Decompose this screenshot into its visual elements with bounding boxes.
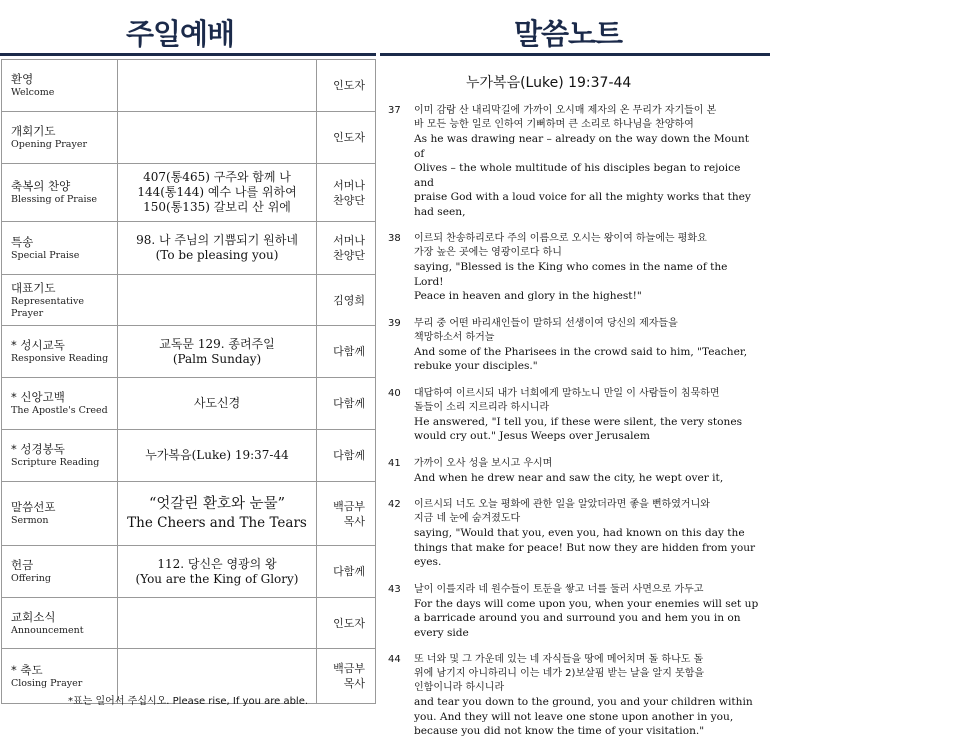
order-item-english: Scripture Reading bbox=[11, 457, 100, 468]
order-row bbox=[2, 378, 376, 430]
verse-korean-line: 위에 남기지 아니하리니 이는 네가 2)보살핌 받는 날을 알지 못함을 bbox=[414, 668, 705, 679]
verse bbox=[388, 457, 760, 486]
verse-number: 39 bbox=[388, 317, 401, 329]
right-title-rule bbox=[380, 53, 770, 56]
verse-number: 44 bbox=[388, 654, 401, 665]
verse-korean-line: 책망하소서 하거늘 bbox=[414, 331, 495, 343]
order-item-english: Opening Prayer bbox=[11, 139, 87, 150]
leader-line: 서머나 bbox=[333, 234, 365, 247]
order-row bbox=[2, 326, 376, 378]
order-item-detail bbox=[117, 222, 317, 275]
order-item-name bbox=[2, 482, 118, 546]
verse-english-line: Olives – the whole multitude of his disciples began to rejoice and bbox=[414, 162, 741, 189]
verse-english-line: For the days will come upon you, when your enemies will set up bbox=[414, 597, 759, 610]
order-item-korean: 환영 bbox=[11, 72, 34, 86]
verse bbox=[388, 583, 760, 641]
order-item-detail bbox=[117, 598, 317, 649]
detail-line: 150(통135) 갈보리 산 위에 bbox=[143, 200, 291, 214]
verse-korean-line: 바 모든 능한 일로 인하여 기뻐하며 큰 소리로 하나님을 찬양하여 bbox=[414, 119, 694, 130]
worship-order-table bbox=[1, 59, 376, 704]
leader-line: 인도자 bbox=[333, 131, 365, 144]
order-item-name bbox=[2, 546, 118, 598]
order-item-name bbox=[2, 164, 118, 222]
order-item-leader bbox=[317, 60, 376, 112]
leader-line: 찬양단 bbox=[333, 193, 365, 207]
verse-number: 43 bbox=[388, 583, 401, 595]
order-item-korean: 개회기도 bbox=[11, 124, 56, 138]
order-row bbox=[2, 482, 376, 546]
verse-body bbox=[414, 653, 760, 739]
verse bbox=[388, 232, 760, 304]
detail-line: 사도신경 bbox=[193, 396, 241, 410]
verse-korean-line: 가장 높은 곳에는 영광이로다 하니 bbox=[414, 247, 562, 258]
order-row bbox=[2, 430, 376, 482]
verse-number: 38 bbox=[388, 233, 401, 244]
leader-line: 인도자 bbox=[333, 616, 365, 630]
detail-line: (You are the King of Glory) bbox=[135, 571, 299, 586]
leader-line: 백금부 bbox=[333, 662, 365, 675]
verse-english-line: As he was drawing near – already on the way down the Mount of bbox=[414, 133, 749, 160]
verse-number: 40 bbox=[388, 387, 401, 399]
verse-english-line: would cry out." Jesus Weeps over Jerusalem bbox=[414, 430, 650, 442]
detail-line: 144(통144) 예수 나를 위하여 bbox=[137, 185, 297, 199]
order-item-name bbox=[2, 326, 118, 378]
order-item-korean: 대표기도 bbox=[11, 280, 56, 295]
verse-number: 37 bbox=[388, 105, 401, 116]
verse-korean-line: 이르되 찬송하리로다 주의 이름으로 오시는 왕이여 하늘에는 평화요 bbox=[414, 233, 707, 244]
verse-korean-line: 이르시되 너도 오늘 평화에 관한 일을 알았더라면 좋을 뻔하였거니와 bbox=[414, 499, 710, 510]
detail-line: 98. 나 주님의 기쁨되기 원하네 bbox=[136, 233, 298, 247]
order-item-name bbox=[2, 60, 118, 112]
order-item-detail bbox=[117, 378, 317, 430]
order-item-name bbox=[2, 378, 118, 430]
order-item-korean: 헌금 bbox=[11, 558, 34, 572]
order-item-leader bbox=[317, 482, 376, 546]
detail-line: (To be pleasing you) bbox=[155, 248, 279, 262]
order-item-leader bbox=[317, 275, 376, 326]
sermon-notes-title: 말씀노트 bbox=[514, 17, 623, 51]
order-row bbox=[2, 222, 376, 275]
left-title-rule bbox=[0, 53, 376, 56]
order-item-detail bbox=[117, 430, 317, 482]
order-item-korean: * 성경봉독 bbox=[11, 442, 65, 456]
order-item-detail bbox=[117, 326, 317, 378]
order-row bbox=[2, 164, 376, 222]
leader-line: 인도자 bbox=[333, 79, 365, 92]
leader-line: 김영희 bbox=[333, 293, 365, 307]
verse-english-line: things that make for peace! But now they are hidden from your bbox=[414, 541, 756, 554]
order-item-leader bbox=[317, 430, 376, 482]
leader-line: 다함께 bbox=[333, 345, 365, 358]
verse-body bbox=[414, 232, 760, 304]
verse-body bbox=[414, 457, 760, 486]
verse-body bbox=[414, 317, 760, 374]
verse-korean-line: 또 너와 및 그 가운데 있는 네 자식들을 땅에 메어치며 돌 하나도 돌 bbox=[414, 654, 704, 665]
order-row bbox=[2, 598, 376, 649]
order-item-leader bbox=[317, 222, 376, 275]
detail-line: 누가복음(Luke) 19:37-44 bbox=[145, 448, 289, 462]
order-row bbox=[2, 275, 376, 326]
verse-english-line: He answered, "I tell you, if these were silent, the very stones bbox=[414, 415, 743, 428]
order-item-detail bbox=[117, 164, 317, 222]
order-item-detail bbox=[117, 60, 317, 112]
order-item-leader bbox=[317, 546, 376, 598]
order-item-english: Welcome bbox=[11, 87, 55, 98]
leader-line: 백금부 bbox=[333, 499, 365, 513]
verse-korean-line: 가까이 오사 성을 보시고 우시며 bbox=[414, 457, 553, 469]
verse-english-line: saying, "Blessed is the King who comes in the name of the Lord! bbox=[414, 261, 728, 288]
verse-english-line: saying, "Would that you, even you, had known on this day the bbox=[414, 527, 745, 539]
order-item-leader bbox=[317, 378, 376, 430]
verse-english-line: had seen, bbox=[414, 205, 466, 218]
order-item-korean: 축복의 찬양 bbox=[11, 179, 71, 193]
sermon-title-english: The Cheers and The Tears bbox=[127, 515, 307, 531]
verse-number: 41 bbox=[388, 457, 401, 469]
passage-title: 누가복음(Luke) 19:37-44 bbox=[466, 75, 632, 91]
verse bbox=[388, 104, 760, 219]
verse-list bbox=[388, 104, 760, 752]
order-item-detail bbox=[117, 112, 317, 164]
verse-english-line: And some of the Pharisees in the crowd said to him, "Teacher, bbox=[414, 345, 748, 358]
leader-line: 목사 bbox=[343, 514, 365, 528]
order-item-korean: 특송 bbox=[11, 234, 34, 249]
detail-line: 교독문 129. 종려주일 bbox=[159, 336, 275, 351]
verse-number: 42 bbox=[388, 499, 401, 510]
verse-korean-line: 돌들이 소리 지르리라 하시니라 bbox=[414, 401, 550, 413]
order-item-leader bbox=[317, 649, 376, 704]
order-item-leader bbox=[317, 598, 376, 649]
verse-korean-line: 날이 이를지라 네 원수들이 토둔을 쌓고 너를 둘러 사면으로 가두고 bbox=[414, 583, 704, 595]
verse bbox=[388, 653, 760, 739]
verse bbox=[388, 317, 760, 374]
detail-line: 112. 당신은 영광의 왕 bbox=[157, 556, 277, 571]
order-item-english: The Apostle's Creed bbox=[11, 405, 108, 416]
worship-order-title: 주일예배 bbox=[126, 17, 235, 51]
verse-korean-line: 대답하여 이르시되 내가 너희에게 말하노니 만일 이 사람들이 침묵하면 bbox=[414, 387, 720, 399]
order-item-detail bbox=[117, 546, 317, 598]
footnote: *표는 일어서 주십시오. Please rise, If you are able. bbox=[68, 696, 309, 707]
verse-english-line: every side bbox=[414, 626, 469, 639]
order-item-korean: * 축도 bbox=[11, 662, 43, 677]
order-item-leader bbox=[317, 164, 376, 222]
verse-english-line: eyes. bbox=[414, 556, 442, 568]
verse-korean-line: 무리 중 어떤 바리새인들이 말하되 선생이여 당신의 제자들을 bbox=[414, 317, 678, 329]
order-item-korean: 교회소식 bbox=[11, 609, 56, 624]
verse bbox=[388, 498, 760, 570]
verse-korean-line: 지금 네 눈에 숨겨졌도다 bbox=[414, 513, 521, 524]
verse-english-line: because you did not know the time of your visitation." bbox=[414, 725, 705, 737]
verse-body bbox=[414, 387, 760, 444]
verse-body bbox=[414, 498, 760, 570]
order-item-korean: 말씀선포 bbox=[11, 500, 56, 514]
verse-english-line: Peace in heaven and glory in the highest!" bbox=[414, 290, 642, 302]
order-item-leader bbox=[317, 112, 376, 164]
verse-korean-line: 이미 감람 산 내리막길에 가까이 오시매 제자의 온 무리가 자기들이 본 bbox=[414, 105, 717, 116]
leader-line: 다함께 bbox=[333, 565, 365, 578]
order-item-name bbox=[2, 598, 118, 649]
order-item-english: Special Praise bbox=[11, 249, 80, 261]
order-item-english: Representative Prayer bbox=[11, 295, 84, 319]
order-item-english: Closing Prayer bbox=[11, 677, 83, 689]
order-item-english: Announcement bbox=[11, 624, 84, 636]
sermon-title-korean: “엇갈린 환호와 눈물” bbox=[148, 496, 286, 512]
order-item-english: Sermon bbox=[11, 515, 49, 526]
order-item-name bbox=[2, 275, 118, 326]
order-item-name bbox=[2, 112, 118, 164]
order-row bbox=[2, 546, 376, 598]
order-row bbox=[2, 112, 376, 164]
order-item-name bbox=[2, 222, 118, 275]
order-row bbox=[2, 60, 376, 112]
leader-line: 서머나 bbox=[333, 178, 365, 192]
detail-line: (Palm Sunday) bbox=[172, 351, 262, 366]
verse-english-line: And when he drew near and saw the city, he wept over it, bbox=[414, 471, 724, 484]
order-item-name bbox=[2, 430, 118, 482]
leader-line: 목사 bbox=[343, 677, 365, 690]
verse-body bbox=[414, 104, 760, 219]
verse-body bbox=[414, 583, 760, 641]
verse-english-line: you. And they will not leave one stone upon another in you, bbox=[414, 710, 734, 723]
order-item-leader bbox=[317, 326, 376, 378]
verse-korean-line: 인함이니라 하시니라 bbox=[414, 682, 505, 693]
order-item-detail bbox=[117, 275, 317, 326]
verse-english-line: a barricade around you and surround you and hem you in on bbox=[414, 612, 741, 624]
order-item-detail bbox=[117, 482, 317, 546]
order-item-english: Offering bbox=[11, 573, 51, 584]
verse bbox=[388, 387, 760, 444]
order-item-english: Blessing of Praise bbox=[11, 194, 98, 205]
leader-line: 찬양단 bbox=[333, 249, 365, 262]
verse-english-line: praise God with a loud voice for all the mighty works that they bbox=[414, 191, 751, 203]
order-item-english: Responsive Reading bbox=[11, 353, 109, 364]
leader-line: 다함께 bbox=[333, 397, 365, 410]
verse-english-line: and tear you down to the ground, you and your children within bbox=[414, 696, 753, 708]
verse-english-line: rebuke your disciples." bbox=[414, 360, 538, 372]
order-item-korean: * 성시교독 bbox=[11, 338, 65, 352]
leader-line: 다함께 bbox=[333, 449, 365, 462]
order-item-korean: * 신앙고백 bbox=[11, 390, 65, 404]
detail-line: 407(통465) 구주와 함께 나 bbox=[143, 170, 291, 184]
